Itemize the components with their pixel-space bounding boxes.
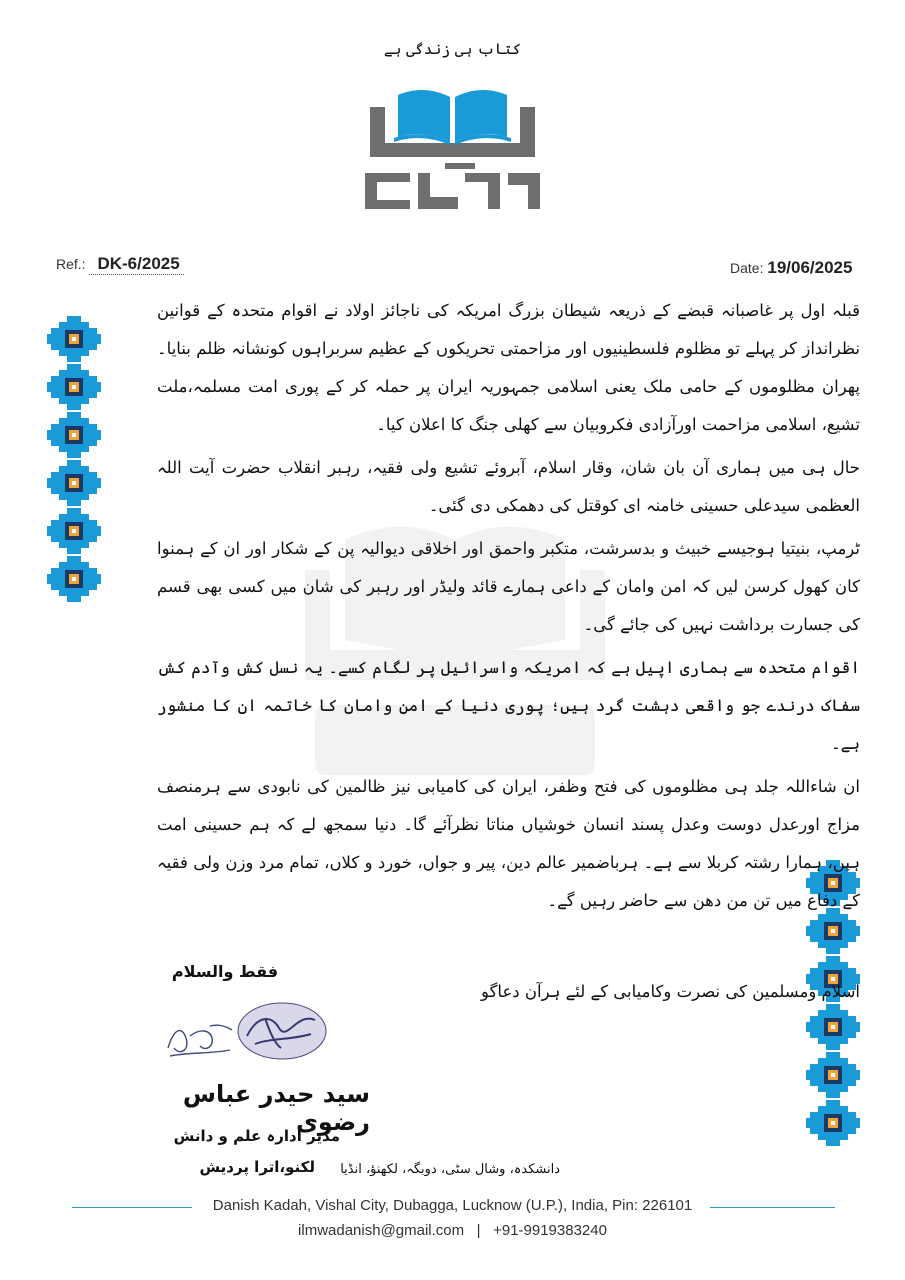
reference-number: DK-6/2025: [89, 254, 183, 275]
signer-location: لکنو،اترا پردیش: [199, 1158, 315, 1176]
footer-phone[interactable]: +91-9919383240: [493, 1222, 607, 1239]
body-paragraph: ٹرمپ، بنیتیا ہوجیسے خبیث و بدسرشت، متکبر واحمق اور اخلاقی دیوالیہ پن کے شکار اور ان کے ہمنوا کان کھول کرسن لیں کہ امن وامان کے داعی ہمارے قائد ولیڈر اور رہبر کی شان میں کسی بھی قسم کی جسارت برداشت نہیں کی جائے گی۔: [157, 539, 860, 634]
date-label: Date:: [730, 260, 764, 276]
letter-body: [157, 292, 860, 925]
footer-email[interactable]: ilmwadanish@gmail.com: [298, 1222, 465, 1239]
salutation: فقط والسلام: [171, 962, 279, 981]
footer-contact: [0, 1222, 905, 1239]
signer-title: مدیر ادارہ علم و دانش: [173, 1127, 340, 1145]
organization-logo: [350, 85, 555, 220]
urdu-address: دانشکدہ، وشال سٹی، دوبگہ، لکھنؤ، انڈیا: [340, 1162, 560, 1177]
closing-prayer: اسلام ومسلمین کی نصرت وکامیابی کے لئے ہرآن دعاگو: [481, 982, 860, 1001]
body-paragraph: حال ہی میں ہماری آن بان شان، وقار اسلام، آبروئے تشیع ولی فقیہ، رہبر انقلاب حضرت آیت اللہ العظمی سیدعلی حسینی خامنہ ای کوقتل کی دھمکی دی گئی۔: [157, 458, 860, 515]
footer-address: Danish Kadah, Vishal City, Dubagga, Lucknow (U.P.), India, Pin: 226101: [212, 1197, 693, 1214]
signer-name: سید حیدر عباس رضوی: [182, 1080, 370, 1136]
footer-separator: |: [476, 1222, 481, 1239]
body-paragraph: اقوام متحدہ سے ہماری اپیل ہے کہ امریکہ واسرائیل پر لگام کسے۔ یہ نسل کش وآدم کش سفاک درندے جو واقعی دہشت گرد ہیں؛ پوری دنیا کے امن وامان کا خاتمہ ان کا منشور ہے۔: [157, 658, 860, 753]
handwritten-signature: [160, 1008, 240, 1063]
reference-label: Ref.:: [56, 256, 86, 272]
tagline: کتاب ہی زندگی ہے: [383, 40, 522, 58]
date-value: 19/06/2025: [767, 258, 853, 277]
date-field: [730, 258, 852, 278]
reference-field: [56, 254, 184, 274]
body-paragraph: ان شاءاللہ جلد ہی مظلوموں کی فتح وظفر، ایران کی کامیابی نیز ظالمین کی نابودی سے ہرمنصف مزاج اورعدل دوست وعدل پسند انسان خوشیاں مناتا نظرآئے گا۔ دنیا سمجھ لے کہ ہم حسینی امت ہیں، ہمارا رشتہ کربلا سے ہے۔ ہرباضمیر عالم دین، پیر و جواں، خورد و کلاں، تمام مرد وزن ولی فقیہ کے دفاع میں تن من دھن سے حاضر رہیں گے۔: [157, 777, 860, 910]
official-stamp: [235, 1000, 330, 1062]
decorative-border-left: [47, 316, 101, 606]
body-paragraph: قبلہ اول پر غاصبانہ قبضے کے ذریعہ شیطان بزرگ امریکہ کی ناجائز اولاد نے اقوام متحدہ کے قوانین نظرانداز کر پہلے تو مظلوم فلسطینیوں اور مزاحمتی تحریکوں کے عظیم سربراہوں کونشانہ ظلم بنایا۔ پھران مظلوموں کے حامی ملک یعنی اسلامی جمہوریہ ایران پر حملہ کر کے پوری امت مسلمہ،ملت تشیع، اسلامی مزاحمت اورآزادی فکروبیان سے کھلی جنگ کا اعلان کیا۔: [157, 301, 860, 434]
